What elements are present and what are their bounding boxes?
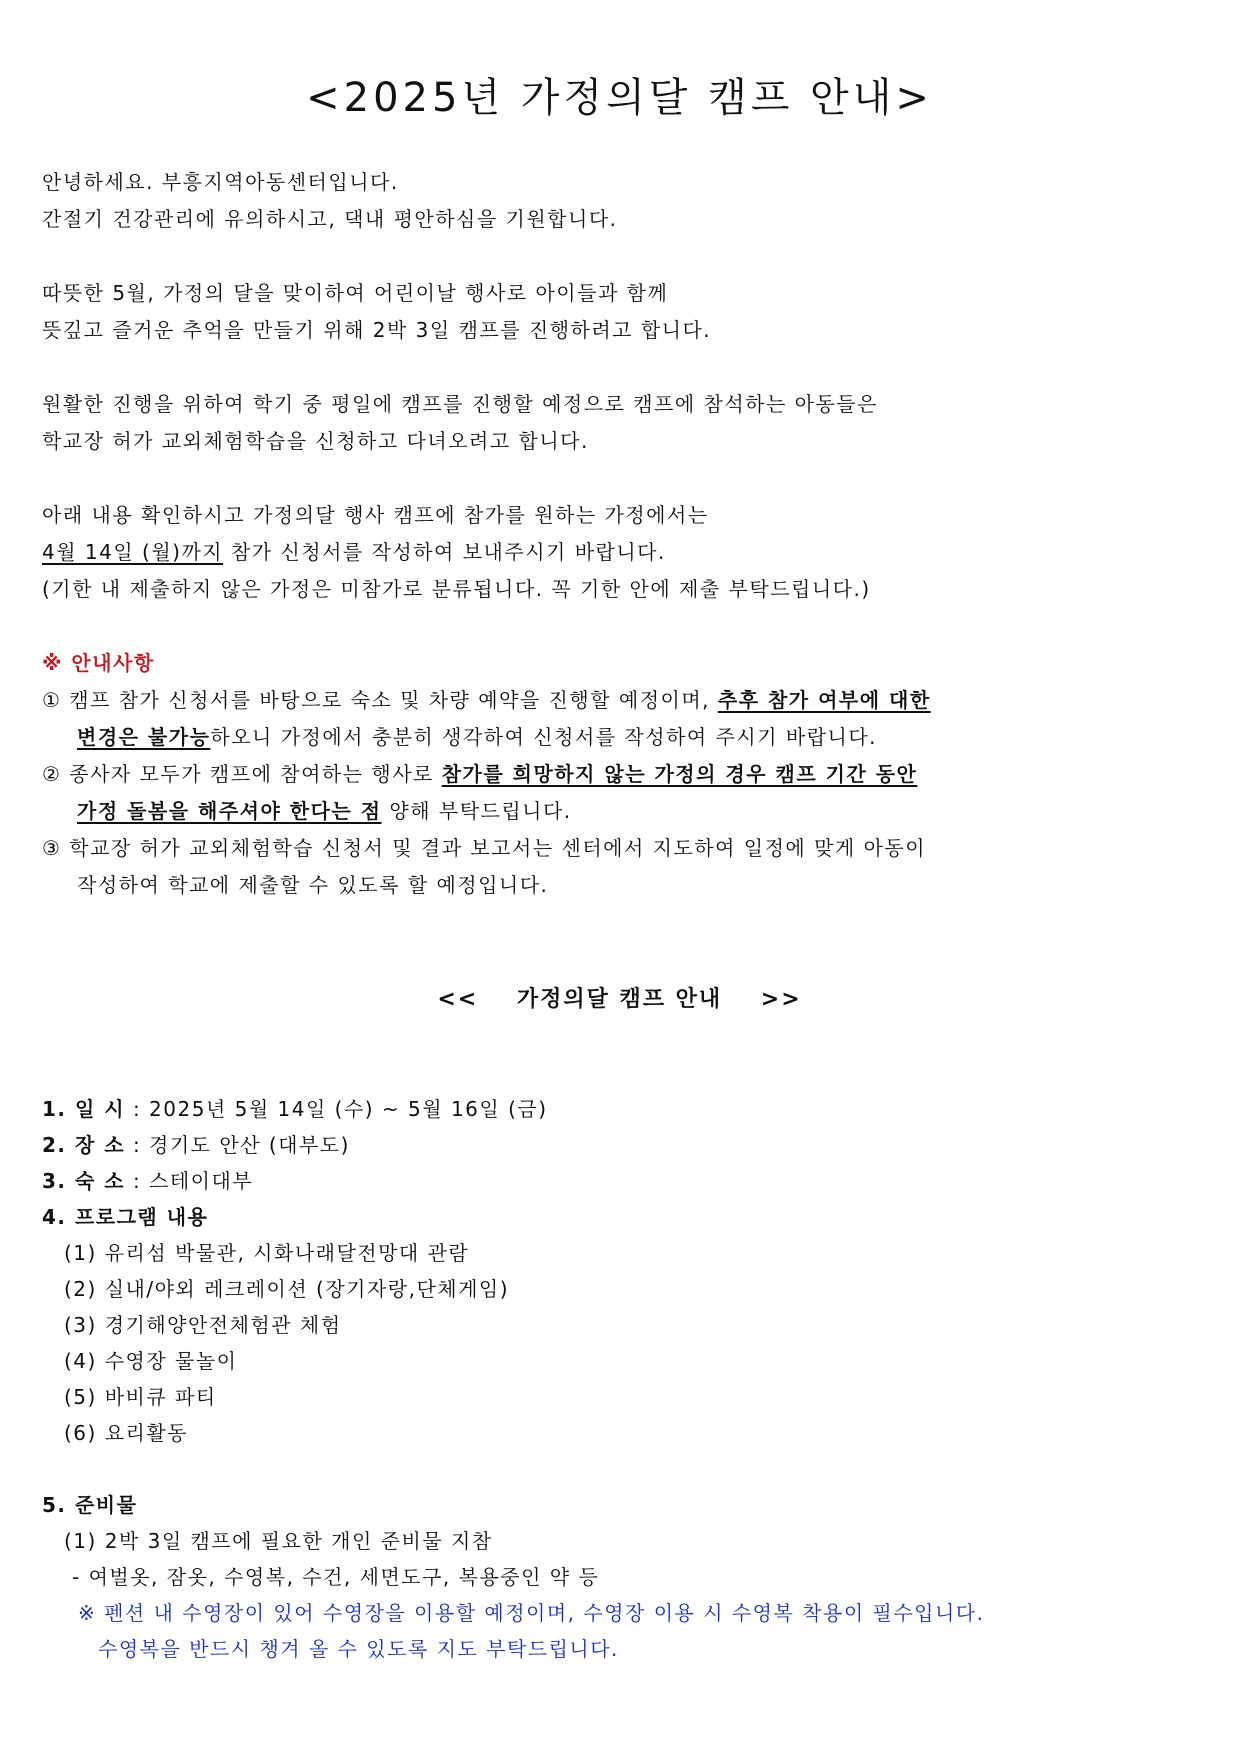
detail-prep-label: 5. 준비물 — [42, 1493, 138, 1517]
prep-item: (1) 2박 3일 캠프에 필요한 개인 준비물 지참 — [64, 1529, 493, 1553]
program-item: (1) 유리섬 박물관, 시화나래달전망대 관람 — [64, 1241, 470, 1265]
notice-item-1-emphasis-b: 변경은 불가능 — [77, 725, 211, 749]
detail-place — [42, 1130, 350, 1160]
greeting-line-1: 안녕하세요. 부흥지역아동센터입니다. — [42, 170, 399, 194]
deadline-date: 4월 14일 (월)까지 — [42, 540, 224, 564]
notice-item-1-emphasis-a: 추후 참가 여부에 대한 — [717, 688, 931, 712]
notice-item-3-line-1 — [42, 833, 926, 863]
document-title: <2025년 가정의달 캠프 안내> — [306, 75, 933, 121]
deadline-line-1: 아래 내용 확인하시고 가정의달 행사 캠프에 참가를 원하는 가정에서는 — [42, 503, 709, 527]
program-item: (6) 요리활동 — [64, 1421, 188, 1445]
notice-heading: ※ 안내사항 — [42, 651, 155, 675]
deadline-line-2 — [42, 537, 666, 567]
program-item: (3) 경기해양안전체험관 체험 — [64, 1313, 342, 1337]
detail-date — [42, 1094, 548, 1124]
intro-line-1: 따뜻한 5월, 가정의 달을 맞이하여 어린이날 행사로 아이들과 함께 — [42, 281, 669, 305]
school-line-2: 학교장 허가 교외체험학습을 신청하고 다녀오려고 합니다. — [42, 429, 589, 453]
notice-item-2-line-2 — [77, 796, 572, 826]
notice-item-1-number: ① — [42, 688, 62, 712]
deadline-line-2-rest: 참가 신청서를 작성하여 보내주시기 바랍니다. — [223, 540, 666, 564]
notice-item-3-text-a: 학교장 허가 교외체험학습 신청서 및 결과 보고서는 센터에서 지도하여 일정에 맞게 아동이 — [69, 836, 927, 860]
notice-item-2-text-b: 양해 부탁드립니다. — [381, 799, 572, 823]
notice-item-1-line-1 — [42, 685, 931, 715]
school-line-1: 원활한 진행을 위하여 학기 중 평일에 캠프를 진행할 예정으로 캠프에 참석하는 아동들은 — [42, 392, 878, 416]
notice-item-2-emphasis-a: 참가를 희망하지 않는 가정의 경우 캠프 기간 동안 — [441, 762, 918, 786]
program-item: (4) 수영장 물놀이 — [64, 1349, 238, 1373]
greeting-line-2: 간절기 건강관리에 유의하시고, 댁내 평안하심을 기원합니다. — [42, 207, 618, 231]
intro-line-2: 뜻깊고 즐거운 추억을 만들기 위해 2박 3일 캠프를 진행하려고 합니다. — [42, 318, 712, 342]
detail-program-label: 4. 프로그램 내용 — [42, 1205, 209, 1229]
notice-item-1-text-b: 하오니 가정에서 충분히 생각하여 신청서를 작성하여 주시기 바랍니다. — [210, 725, 878, 749]
detail-place-label: 2. 장 소 — [42, 1133, 126, 1157]
detail-lodging-label: 3. 숙 소 — [42, 1169, 126, 1193]
detail-lodging-value: : 스테이대부 — [125, 1169, 254, 1193]
deadline-line-3: (기한 내 제출하지 않은 가정은 미참가로 분류됩니다. 꼭 기한 안에 제출 부탁드립니다.) — [42, 577, 871, 601]
notice-item-2-text-a: 종사자 모두가 캠프에 참여하는 행사로 — [69, 762, 442, 786]
section-title: << 가정의달 캠프 안내 >> — [437, 987, 802, 1012]
prep-list: - 여벌옷, 잠옷, 수영복, 수건, 세면도구, 복용중인 약 등 — [72, 1565, 600, 1589]
notice-item-3-number: ③ — [42, 836, 62, 860]
detail-lodging — [42, 1166, 253, 1196]
detail-date-value: : 2025년 5월 14일 (수) ~ 5월 16일 (금) — [125, 1097, 548, 1121]
notice-item-2-number: ② — [42, 762, 62, 786]
notice-item-2-line-1 — [42, 759, 917, 789]
prep-note-line-2: 수영복을 반드시 챙겨 올 수 있도록 지도 부탁드립니다. — [98, 1637, 619, 1661]
detail-date-label: 1. 일 시 — [42, 1097, 126, 1121]
notice-item-2-emphasis-b: 가정 돌봄을 해주셔야 한다는 점 — [77, 799, 382, 823]
detail-place-value: : 경기도 안산 (대부도) — [125, 1133, 350, 1157]
notice-item-1-text-a: 캠프 참가 신청서를 바탕으로 숙소 및 차량 예약을 진행할 예정이며, — [69, 688, 718, 712]
program-item: (2) 실내/야외 레크레이션 (장기자랑,단체게임) — [64, 1277, 510, 1301]
notice-item-1-line-2 — [77, 722, 877, 752]
prep-note-line-1: ※ 펜션 내 수영장이 있어 수영장을 이용할 예정이며, 수영장 이용 시 수영복 착용이 필수입니다. — [78, 1601, 985, 1625]
program-item: (5) 바비큐 파티 — [64, 1385, 217, 1409]
notice-item-3-line-2: 작성하여 학교에 제출할 수 있도록 할 예정입니다. — [77, 873, 549, 897]
